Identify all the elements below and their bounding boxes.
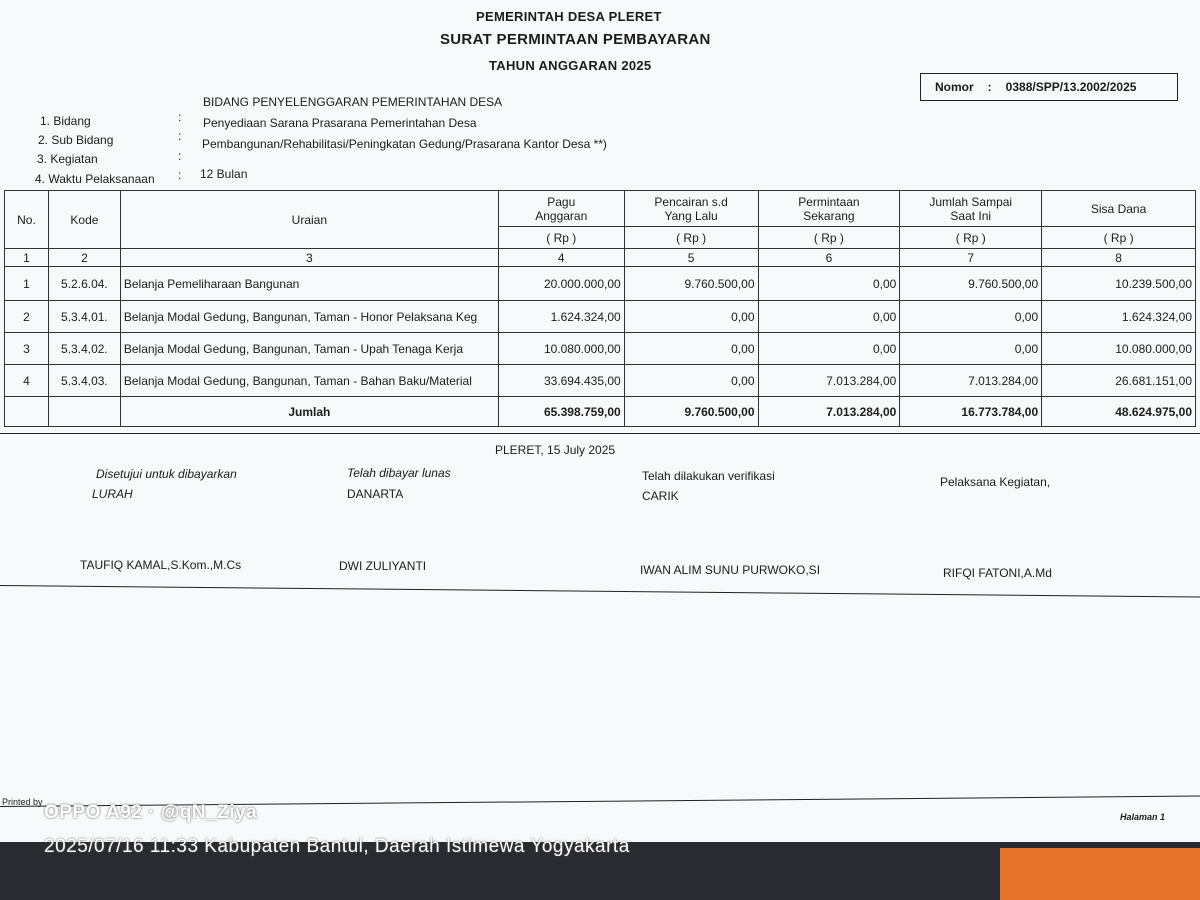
row-jumlah: 7.013.284,00 [900, 365, 1042, 397]
info-value-waktu: 12 Bulan [200, 167, 248, 181]
sig-name-carik: IWAN ALIM SUNU PURWOKO,SI [640, 563, 821, 577]
row-jumlah: 0,00 [900, 301, 1042, 333]
row-jumlah: 0,00 [900, 333, 1042, 365]
row-uraian: Belanja Modal Gedung, Bangunan, Taman - Bahan Baku/Material [120, 365, 498, 397]
header-title: SURAT PERMINTAAN PEMBAYARAN [440, 31, 711, 48]
col-number: 8 [1042, 249, 1196, 267]
row-pencairan: 0,00 [624, 301, 758, 333]
divider-line [0, 433, 1200, 434]
sig-name-danarta: DWI ZULIYANTI [339, 559, 427, 573]
total-row [5, 397, 1196, 427]
row-pencairan: 0,00 [624, 333, 758, 365]
info-sep: : [178, 168, 182, 182]
rp-unit: ( Rp ) [1042, 227, 1196, 249]
col-header-pencairan [624, 191, 758, 227]
row-sisa: 10.080.000,00 [1042, 333, 1196, 365]
col-number: 1 [5, 249, 49, 267]
row-kode: 5.3.4.03. [48, 365, 120, 397]
rp-unit: ( Rp ) [758, 227, 900, 249]
row-permintaan: 0,00 [758, 301, 900, 333]
info-label-kegiatan: 3. Kegiatan [37, 152, 98, 166]
info-sep: : [178, 129, 182, 143]
row-permintaan: 0,00 [758, 267, 900, 301]
sig-name-pelaksana: RIFQI FATONI,A.Md [943, 566, 1052, 580]
sig-title-pelaksana: Pelaksana Kegiatan, [940, 475, 1051, 489]
col-header-permintaan-line2: Sekarang [803, 208, 855, 223]
col-header-pagu-line1: Pagu [547, 194, 576, 209]
info-label-subbidang: 2. Sub Bidang [38, 133, 114, 147]
col-number: 3 [120, 249, 498, 267]
col-header-uraian: Uraian [120, 191, 498, 249]
table-row [5, 301, 1196, 333]
sig-name-lurah: TAUFIQ KAMAL,S.Kom.,M.Cs [80, 558, 242, 572]
nomor-label: Nomor [935, 80, 974, 94]
info-sep: : [178, 110, 182, 124]
row-uraian: Belanja Pemeliharaan Bangunan [120, 267, 498, 301]
camera-watermark-datetime: 2025/07/16 11:33 Kabupaten Bantul, Daerah Istimewa Yogyakarta [44, 836, 630, 857]
column-number-row [5, 249, 1196, 267]
col-header-jumlah [900, 191, 1042, 227]
table-row [5, 267, 1196, 301]
row-sisa: 10.239.500,00 [1042, 267, 1196, 301]
row-uraian: Belanja Modal Gedung, Bangunan, Taman - Honor Pelaksana Keg [120, 301, 498, 333]
total-permintaan: 7.013.284,00 [758, 397, 900, 427]
sig-title-danarta: Telah dibayar lunas [347, 466, 451, 480]
nomor-sep: : [987, 80, 992, 94]
col-number: 4 [498, 249, 624, 267]
row-pagu: 33.694.435,00 [498, 365, 624, 397]
footer-page: Halaman 1 [1120, 812, 1166, 822]
col-header-pencairan-line2: Yang Lalu [664, 208, 718, 223]
header-government: PEMERINTAH DESA PLERET [476, 9, 662, 24]
info-label-waktu: 4. Waktu Pelaksanaan [35, 172, 155, 186]
nomor-box [920, 73, 1178, 101]
sig-role-lurah: LURAH [92, 487, 133, 501]
rp-unit: ( Rp ) [624, 227, 758, 249]
sig-title-carik: Telah dilakukan verifikasi [642, 469, 775, 483]
row-uraian: Belanja Modal Gedung, Bangunan, Taman - Upah Tenaga Kerja [120, 333, 498, 365]
col-header-pencairan-line1: Pencairan s.d [654, 194, 728, 209]
total-pencairan: 9.760.500,00 [624, 397, 758, 427]
info-value-subbidang: Penyediaan Sarana Prasarana Pemerintahan Desa [203, 116, 477, 130]
row-pencairan: 0,00 [624, 365, 758, 397]
total-label: Jumlah [120, 397, 498, 427]
table-row [5, 333, 1196, 365]
row-no: 2 [5, 301, 49, 333]
col-header-jumlah-line1: Jumlah Sampai [929, 194, 1013, 209]
row-pagu: 1.624.324,00 [498, 301, 624, 333]
row-kode: 5.3.4.01. [48, 301, 120, 333]
row-no: 4 [5, 365, 49, 397]
col-header-pagu-line2: Anggaran [535, 208, 588, 223]
info-label-bidang: 1. Bidang [40, 114, 91, 128]
row-no: 1 [5, 267, 49, 301]
footer-printed: Printed by [2, 797, 43, 807]
col-header-permintaan-line1: Permintaan [798, 194, 860, 209]
col-header-no: No. [5, 191, 49, 249]
payment-table [4, 190, 1196, 427]
total-pagu: 65.398.759,00 [498, 397, 624, 427]
col-number: 5 [624, 249, 758, 267]
row-kode: 5.2.6.04. [48, 267, 120, 301]
row-sisa: 26.681.151,00 [1042, 365, 1196, 397]
col-number: 7 [900, 249, 1042, 267]
col-header-pagu [498, 191, 624, 227]
row-pagu: 10.080.000,00 [498, 333, 624, 365]
place-date: PLERET, 15 July 2025 [495, 443, 616, 457]
row-jumlah: 9.760.500,00 [900, 267, 1042, 301]
total-sisa: 48.624.975,00 [1042, 397, 1196, 427]
col-header-sisa: Sisa Dana [1042, 191, 1196, 227]
row-pencairan: 9.760.500,00 [624, 267, 758, 301]
row-kode: 5.3.4.02. [48, 333, 120, 365]
info-value-bidang: BIDANG PENYELENGGARAN PEMERINTAHAN DESA [203, 95, 503, 109]
nomor-value: 0388/SPP/13.2002/2025 [1005, 80, 1137, 94]
sig-role-carik: CARIK [642, 489, 679, 503]
col-header-permintaan [758, 191, 900, 227]
row-no: 3 [5, 333, 49, 365]
table-row [5, 365, 1196, 397]
sig-role-danarta: DANARTA [347, 487, 404, 501]
col-number: 6 [758, 249, 900, 267]
col-header-kode: Kode [48, 191, 120, 249]
row-sisa: 1.624.324,00 [1042, 301, 1196, 333]
orange-package [1000, 848, 1200, 900]
row-pagu: 20.000.000,00 [498, 267, 624, 301]
camera-watermark-model: OPPO A92 · @qN_Ziya [44, 802, 258, 823]
header-year: TAHUN ANGGARAN 2025 [489, 58, 652, 73]
total-jumlah: 16.773.784,00 [900, 397, 1042, 427]
row-permintaan: 0,00 [758, 333, 900, 365]
col-header-jumlah-line2: Saat Ini [950, 208, 992, 223]
sig-title-lurah: Disetujui untuk dibayarkan [96, 467, 237, 481]
col-number: 2 [48, 249, 120, 267]
rp-unit: ( Rp ) [900, 227, 1042, 249]
row-permintaan: 7.013.284,00 [758, 365, 900, 397]
info-sep: : [178, 149, 182, 163]
rp-unit: ( Rp ) [498, 227, 624, 249]
info-value-kegiatan: Pembangunan/Rehabilitasi/Peningkatan Gedung/Prasarana Kantor Desa **) [202, 137, 607, 151]
